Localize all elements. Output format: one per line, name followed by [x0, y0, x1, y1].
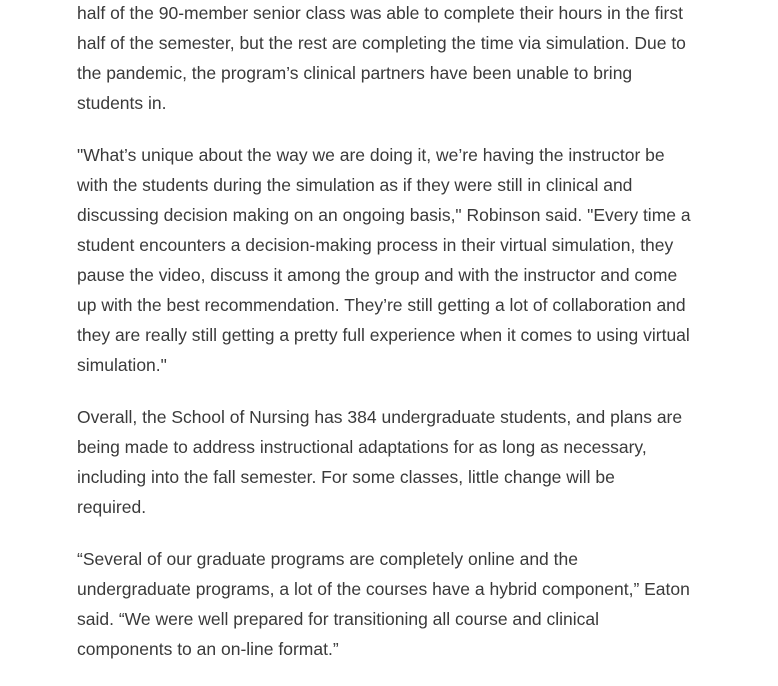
- paragraph-line: “Several of our graduate programs are completely online and the: [77, 549, 578, 569]
- paragraph-line: said. “We were well prepared for transitioning all course and clinical: [77, 609, 600, 629]
- paragraph-eaton-quote: [77, 544, 717, 664]
- paragraph-line: required.: [77, 497, 147, 517]
- paragraph-robinson-quote: [77, 140, 717, 380]
- paragraph-line: "What’s unique about the way we are doing it, we’re having the instructor be: [77, 145, 665, 165]
- paragraph-line: including into the fall semester. For some classes, little change will be: [77, 467, 615, 487]
- paragraph-line: components to an on-line format.”: [77, 639, 339, 659]
- paragraph-line: half of the semester, but the rest are completing the time via simulation. Due to: [77, 33, 686, 53]
- paragraph-line: undergraduate programs, a lot of the courses have a hybrid component,” Eaton: [77, 579, 690, 599]
- paragraph-line: half of the 90-member senior class was able to complete their hours in the first: [77, 3, 683, 23]
- paragraph-line: with the students during the simulation as if they were still in clinical and: [77, 175, 633, 195]
- paragraph-line: pause the video, discuss it among the group and with the instructor and come: [77, 265, 678, 285]
- article-body: [77, 0, 717, 686]
- paragraph-line: student encounters a decision-making process in their virtual simulation, they: [77, 235, 674, 255]
- paragraph-line: discussing decision making on an ongoing basis," Robinson said. "Every time a: [77, 205, 691, 225]
- paragraph-line: being made to address instructional adaptations for as long as necessary,: [77, 437, 647, 457]
- paragraph-school-overview: [77, 402, 717, 522]
- paragraph-line: Overall, the School of Nursing has 384 undergraduate students, and plans are: [77, 407, 683, 427]
- paragraph-line: students in.: [77, 93, 167, 113]
- paragraph-line: simulation.": [77, 355, 167, 375]
- paragraph-senior-class: [77, 0, 717, 118]
- paragraph-line: the pandemic, the program’s clinical partners have been unable to bring: [77, 63, 633, 83]
- paragraph-line: they are really still getting a pretty full experience when it comes to using virtual: [77, 325, 690, 345]
- paragraph-line: up with the best recommendation. They’re still getting a lot of collaboration and: [77, 295, 686, 315]
